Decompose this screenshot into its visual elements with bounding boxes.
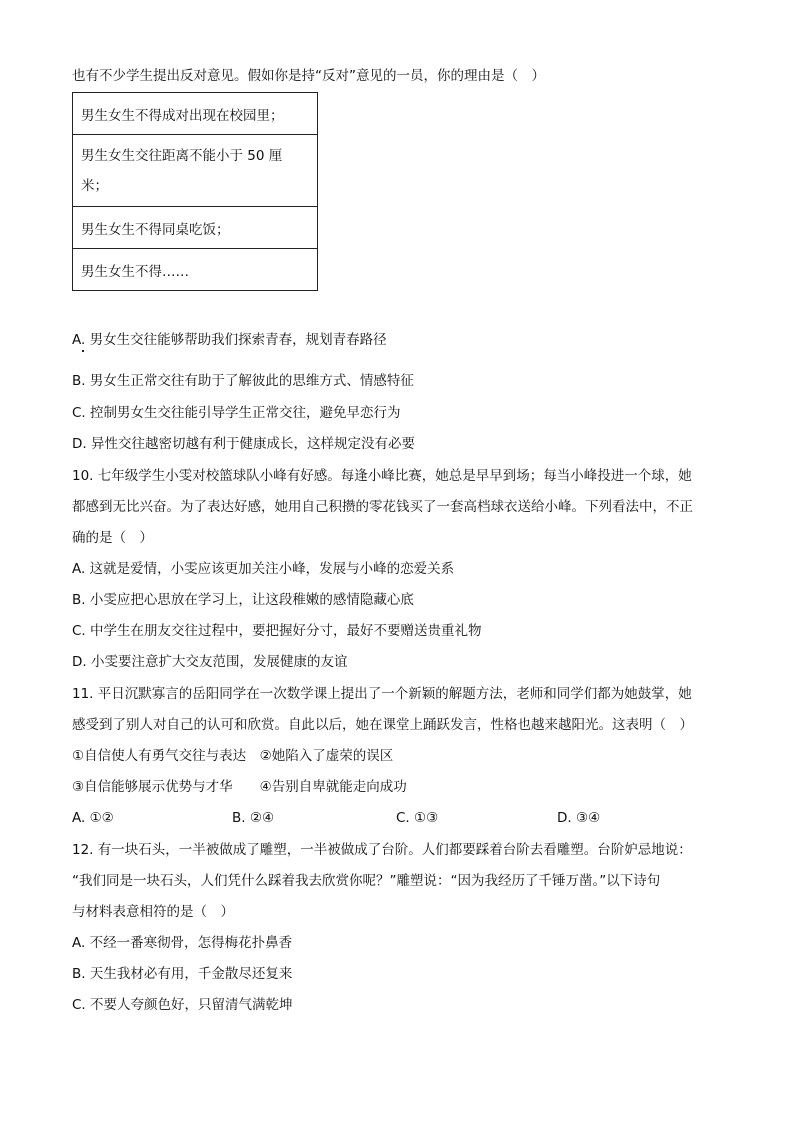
- q9-option-d: D. 异性交往越密切越有利于健康成长，这样规定没有必要: [72, 436, 415, 452]
- table-cell-rule-2: [73, 135, 318, 207]
- q9-option-c: C. 控制男女生交往能引导学生正常交往，避免早恋行为: [72, 405, 401, 421]
- table-cell-rule-4: 男生女生不得……: [73, 249, 318, 291]
- q10-option-d: D. 小雯要注意扩大交友范围，发展健康的友谊: [72, 654, 348, 670]
- q10-option-a: A. 这就是爱情，小雯应该更加关注小峰，发展与小峰的恋爱关系: [72, 561, 455, 577]
- q9-option-a: A. 男女生交往能够帮助我们探索青春，规划青春路径: [72, 332, 387, 348]
- q11-statements-1: ①自信使人有勇气交往与表达 ②她陷入了虚荣的误区: [72, 748, 394, 764]
- q11-option-b: B. ②④: [232, 810, 275, 826]
- q11-option-a: A. ①②: [72, 810, 114, 826]
- q10-line-3: 确的是（ ）: [72, 530, 153, 546]
- q10-line-1: 10. 七年级学生小雯对校篮球队小峰有好感。每逢小峰比赛，她总是早早到场；每当小峰投进一个球，她: [72, 468, 692, 484]
- q12-line-2: “我们同是一块石头，人们凭什么踩着我去欣赏你呢？”雕塑说：“因为我经历了千锤万凿。”以下诗句: [72, 873, 661, 889]
- q10-line-2: 都感到无比兴奋。为了表达好感，她用自己积攒的零花钱买了一套高档球衣送给小峰。下列看法中，不正: [72, 499, 693, 515]
- q10-option-c: C. 中学生在朋友交往过程中，要把握好分寸，最好不要赠送贵重礼物: [72, 623, 482, 639]
- q11-statements-2: ③自信能够展示优势与才华 ④告别自卑就能走向成功: [72, 779, 407, 795]
- dot-mark: [82, 350, 84, 352]
- q11-line-1: 11. 平日沉默寡言的岳阳同学在一次数学课上提出了一个新颖的解题方法，老师和同学们都为她鼓掌，她: [72, 686, 692, 702]
- q11-option-c: C. ①③: [396, 810, 439, 826]
- rules-table: [72, 92, 318, 291]
- intro-line: 也有不少学生提出反对意见。假如你是持“反对”意见的一员，你的理由是（ ）: [72, 68, 545, 84]
- q10-option-b: B. 小雯应把心思放在学习上，让这段稚嫩的感情隐藏心底: [72, 592, 414, 608]
- q9-option-b: B. 男女生正常交往有助于了解彼此的思维方式、情感特征: [72, 373, 414, 389]
- q11-option-d: D. ③④: [557, 810, 601, 826]
- q12-option-a: A. 不经一番寒彻骨，怎得梅花扑鼻香: [72, 935, 293, 951]
- q11-line-2: 感受到了别人对自己的认可和欣赏。自此以后，她在课堂上踊跃发言，性格也越来越阳光。这表明（ ）: [72, 717, 693, 733]
- table-cell-rule-1: 男生女生不得成对出现在校园里；: [73, 93, 318, 135]
- q12-option-c: C. 不要人夸颜色好，只留清气满乾坤: [72, 997, 293, 1013]
- q12-line-1: 12. 有一块石头，一半被做成了雕塑，一半被做成了台阶。人们都要踩着台阶去看雕塑。台阶妒忌地说：: [72, 842, 692, 858]
- table-cell-rule-3: 男生女生不得同桌吃饭；: [73, 207, 318, 249]
- q12-line-3: 与材料表意相符的是（ ）: [72, 904, 234, 920]
- table-cell-rule-2-text: 男生女生交往距离不能小于 50 厘米；: [81, 147, 283, 194]
- q12-option-b: B. 天生我材必有用，千金散尽还复来: [72, 966, 293, 982]
